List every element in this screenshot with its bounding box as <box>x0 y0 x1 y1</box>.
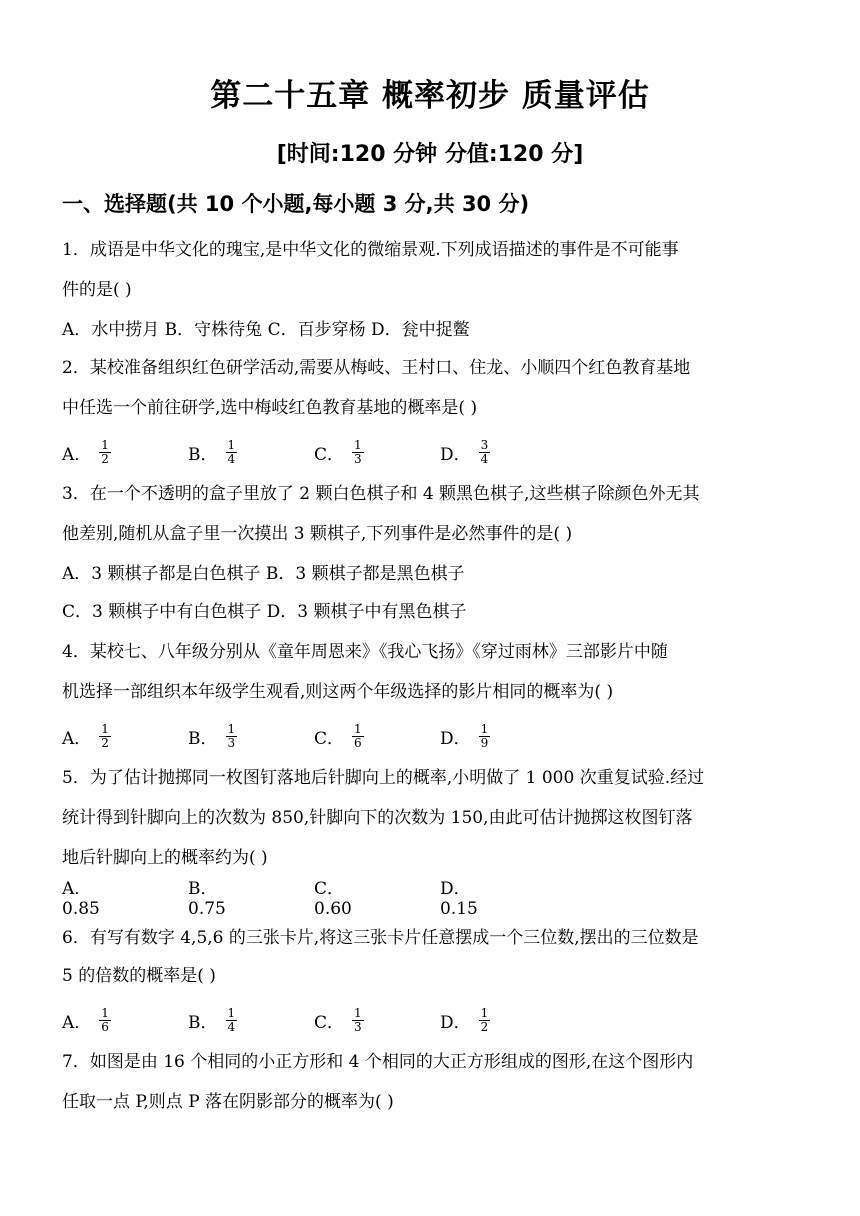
numerator: 1 <box>101 437 109 452</box>
option-label: A． <box>62 728 92 749</box>
option-label: A． <box>62 444 92 465</box>
numerator: 1 <box>354 1005 362 1020</box>
question-5-text-3: 地后针脚向上的概率约为( ) <box>62 848 268 868</box>
question-5-text-2: 统计得到针脚向上的次数为 850,针脚向下的次数为 150,由此可估计抛掷这枚图钉落 <box>62 808 693 828</box>
fraction <box>99 723 111 750</box>
option-label: D． <box>440 1012 471 1033</box>
fraction <box>226 439 238 466</box>
denominator: 4 <box>480 451 489 466</box>
option-d: D．0.15 <box>440 878 478 919</box>
option-label: A． <box>62 1012 92 1033</box>
question-7-text: 7．如图是由 16 个相同的小正方形和 4 个相同的大正方形组成的图形,在这个图形内 <box>62 1052 694 1072</box>
question-4-text-2: 机选择一部组织本年级学生观看,则这两个年级选择的影片相同的概率为( ) <box>62 682 614 702</box>
fraction <box>352 723 364 750</box>
numerator: 1 <box>227 721 236 736</box>
exam-info: [时间:120 分钟 分值:120 分] <box>276 142 584 167</box>
option-a <box>62 1000 111 1040</box>
question-6-text: 6．有写有数字 4,5,6 的三张卡片,将这三张卡片任意摆成一个三位数,摆出的三位数是 <box>62 928 699 948</box>
option-c: C．0.60 <box>314 878 352 919</box>
option-b <box>188 1000 237 1040</box>
fraction <box>479 723 491 750</box>
question-1-options: A．水中捞月 B．守株待兔 C．百步穿杨 D．瓮中捉鳖 <box>62 320 470 340</box>
denominator: 9 <box>480 735 489 750</box>
denominator: 3 <box>227 735 236 750</box>
question-2-text: 2．某校准备组织红色研学活动,需要从梅岐、王村口、住龙、小顺四个红色教育基地 <box>62 358 691 378</box>
option-d <box>440 1000 490 1040</box>
denominator: 3 <box>354 451 362 466</box>
denominator: 6 <box>354 735 362 750</box>
option-label: C． <box>314 1012 345 1033</box>
denominator: 3 <box>354 1019 362 1034</box>
denominator: 6 <box>101 1019 109 1034</box>
question-6-text-2: 5 的倍数的概率是( ) <box>62 966 216 986</box>
option-c <box>314 432 364 472</box>
question-2-text-2: 中任选一个前往研学,选中梅岐红色教育基地的概率是( ) <box>62 398 478 418</box>
numerator: 1 <box>480 1005 489 1020</box>
fraction <box>352 439 364 466</box>
fraction <box>479 1007 491 1034</box>
question-3-text: 3．在一个不透明的盒子里放了 2 颗白色棋子和 4 颗黑色棋子,这些棋子除颜色外无其 <box>62 484 700 504</box>
fraction <box>352 1007 364 1034</box>
fraction <box>226 723 238 750</box>
option-b <box>188 716 237 756</box>
question-3-options-ab: A．3 颗棋子都是白色棋子 B．3 颗棋子都是黑色棋子 <box>62 564 465 584</box>
question-1-text: 1．成语是中华文化的瑰宝,是中华文化的微缩景观.下列成语描述的事件是不可能事 <box>62 240 679 260</box>
denominator: 4 <box>227 451 236 466</box>
fraction <box>99 439 111 466</box>
section-heading: 一、选择题(共 10 个小题,每小题 3 分,共 30 分) <box>62 192 530 216</box>
option-label: B． <box>188 728 218 749</box>
option-label: C． <box>314 728 345 749</box>
option-a: A．0.85 <box>62 878 100 919</box>
option-b <box>188 432 237 472</box>
numerator: 1 <box>227 437 236 452</box>
option-label: D． <box>440 444 471 465</box>
numerator: 1 <box>101 721 109 736</box>
question-1-text-2: 件的是( ) <box>62 280 132 300</box>
option-a <box>62 432 111 472</box>
fraction <box>226 1007 238 1034</box>
option-d <box>440 716 490 756</box>
numerator: 3 <box>480 437 489 452</box>
numerator: 1 <box>480 721 489 736</box>
page-title: 第二十五章 概率初步 质量评估 <box>210 78 650 114</box>
option-b: B．0.75 <box>188 878 226 919</box>
denominator: 2 <box>480 1019 489 1034</box>
denominator: 4 <box>227 1019 236 1034</box>
numerator: 1 <box>101 1005 109 1020</box>
question-7-text-2: 任取一点 P,则点 P 落在阴影部分的概率为( ) <box>62 1092 394 1112</box>
denominator: 2 <box>101 735 109 750</box>
denominator: 2 <box>101 451 109 466</box>
numerator: 1 <box>354 721 362 736</box>
option-a <box>62 716 111 756</box>
question-5-text: 5．为了估计抛掷同一枚图钉落地后针脚向上的概率,小明做了 1 000 次重复试验.经过 <box>62 768 705 788</box>
option-label: B． <box>188 444 218 465</box>
question-3-text-2: 他差别,随机从盒子里一次摸出 3 颗棋子,下列事件是必然事件的是( ) <box>62 524 573 544</box>
option-c <box>314 716 364 756</box>
option-c <box>314 1000 364 1040</box>
question-4-text: 4．某校七、八年级分别从《童年周恩来》《我心飞扬》《穿过雨林》三部影片中随 <box>62 642 668 662</box>
option-label: B． <box>188 1012 218 1033</box>
option-label: C． <box>314 444 345 465</box>
fraction <box>99 1007 111 1034</box>
option-label: D． <box>440 728 471 749</box>
fraction <box>479 439 491 466</box>
numerator: 1 <box>354 437 362 452</box>
numerator: 1 <box>227 1005 236 1020</box>
question-3-options-cd: C．3 颗棋子中有白色棋子 D．3 颗棋子中有黑色棋子 <box>62 602 467 622</box>
option-d <box>440 432 490 472</box>
